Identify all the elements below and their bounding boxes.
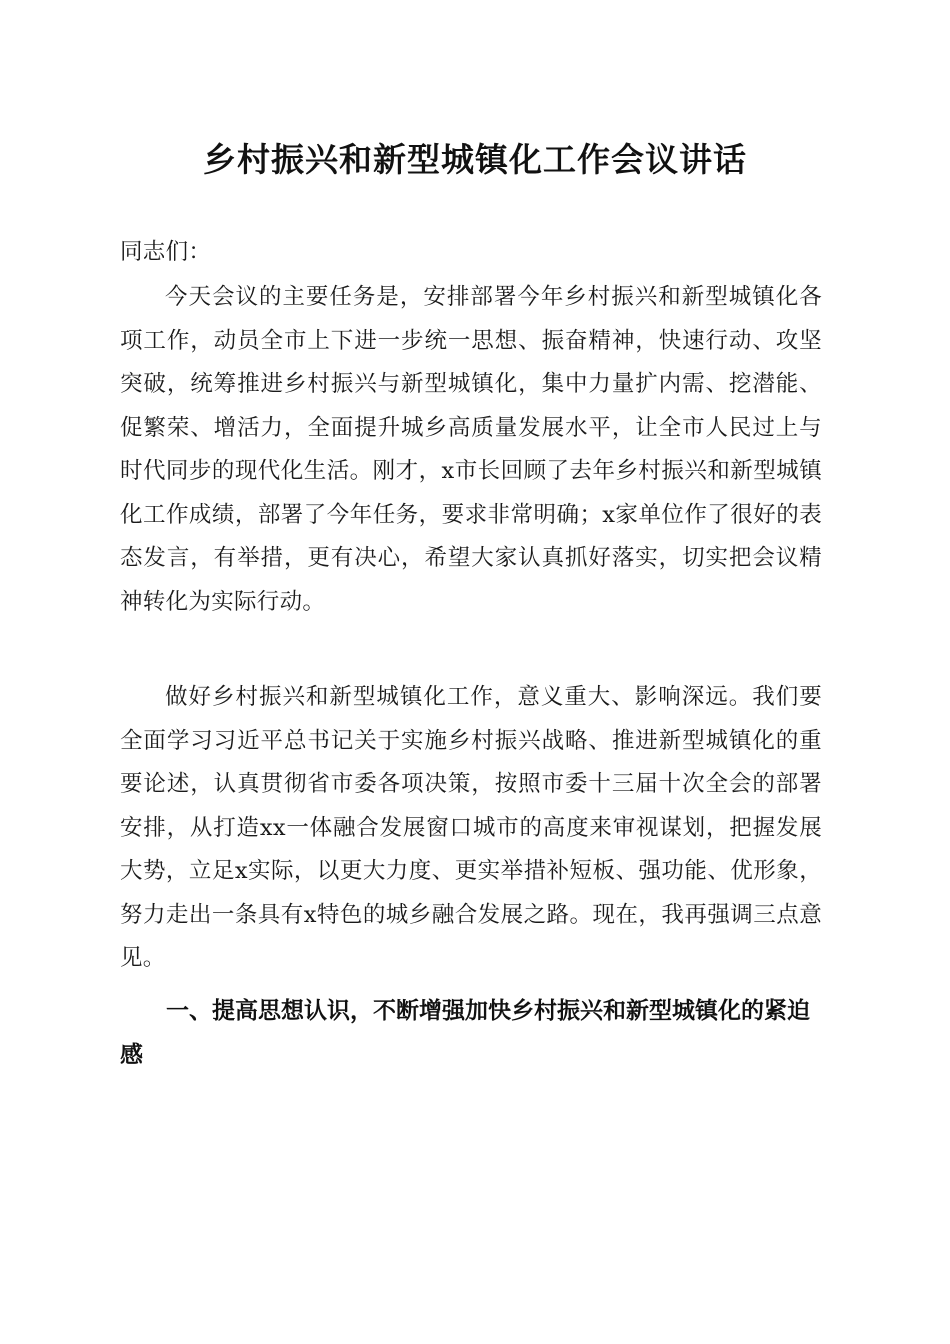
salutation: 同志们：	[120, 239, 212, 265]
document-title: 乡村振兴和新型城镇化工作会议讲话	[203, 140, 747, 179]
paragraph-2: 做好乡村振兴和新型城镇化工作，意义重大、影响深远。我们要全面学习习近平总书记关于实施乡村振兴战略、推进新型城镇化的重要论述，认真贯彻省市委各项决策，按照市委十三届十次全会的部署安排，从打造xx一体融合发展窗口城市的高度来审视谋划，把握发展大势，立足x实际，以更大力度、更实举措补短板、强功能、优形象，努力走出一条具有x特色的城乡融合发展之路。现在，我再强调三点意见。	[120, 684, 822, 971]
paragraph-1: 今天会议的主要任务是，安排部署今年乡村振兴和新型城镇化各项工作，动员全市上下进一步统一思想、振奋精神，快速行动、攻坚突破，统筹推进乡村振兴与新型城镇化，集中力量扩内需、挖潜能、促繁荣、增活力，全面提升城乡高质量发展水平，让全市人民过上与时代同步的现代化生活。刚才，x市长回顾了去年乡村振兴和新型城镇化工作成绩，部署了今年任务，要求非常明确；x家单位作了很好的表态发言，有举措，更有决心，希望大家认真抓好落实，切实把会议精神转化为实际行动。	[120, 284, 822, 615]
section-heading-1: 一、提高思想认识，不断增强加快乡村振兴和新型城镇化的紧迫感	[120, 998, 810, 1068]
